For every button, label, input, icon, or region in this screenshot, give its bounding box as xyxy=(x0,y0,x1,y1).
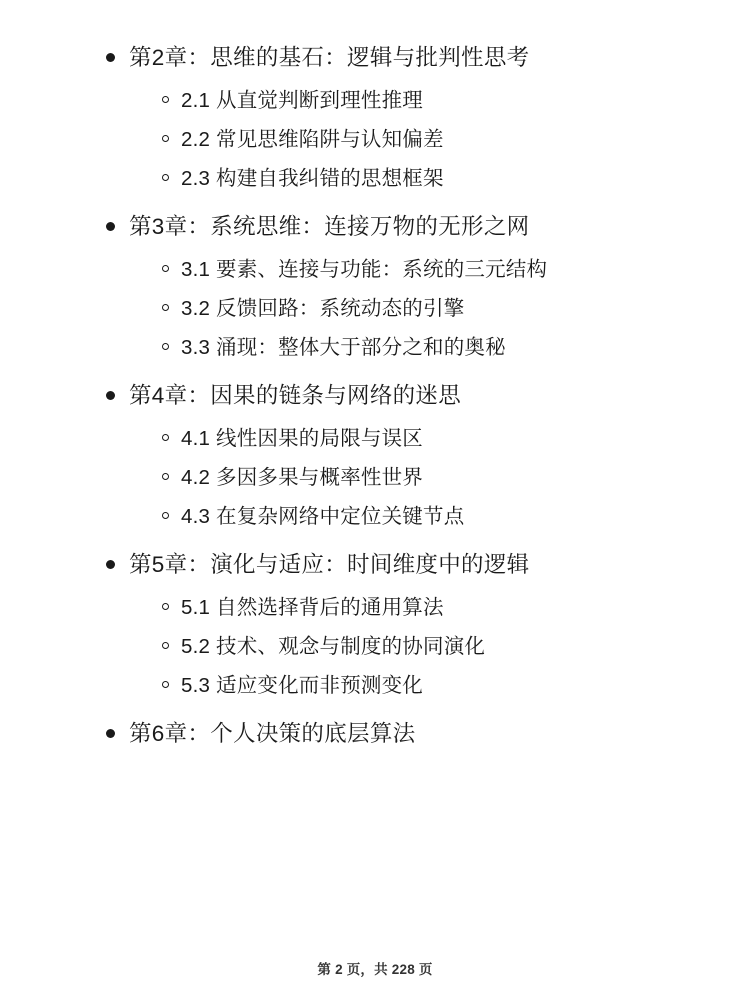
hollow-bullet-icon xyxy=(162,174,169,181)
toc-section-line[interactable] xyxy=(44,292,706,325)
toc-section-line[interactable] xyxy=(44,669,706,702)
hollow-bullet-icon xyxy=(162,96,169,103)
toc-section-label: 3.3 涌现：整体大于部分之和的奥秘 xyxy=(181,336,506,359)
toc-section-label: 3.2 反馈回路：系统动态的引擎 xyxy=(181,297,465,320)
toc-chapter-label: 第5章：演化与适应：时间维度中的逻辑 xyxy=(129,552,530,577)
toc-section-label: 5.3 适应变化而非预测变化 xyxy=(181,674,423,697)
toc-section-line[interactable] xyxy=(44,500,706,533)
toc-chapter-label: 第4章：因果的链条与网络的迷思 xyxy=(129,383,462,408)
toc-section-line[interactable] xyxy=(44,630,706,663)
hollow-bullet-icon xyxy=(162,434,169,441)
toc-chapter-line[interactable] xyxy=(44,209,706,245)
toc-chapter xyxy=(44,716,706,752)
toc-chapter xyxy=(44,209,706,364)
hollow-bullet-icon xyxy=(162,603,169,610)
toc-chapter-label: 第3章：系统思维：连接万物的无形之网 xyxy=(129,214,530,239)
toc-chapter-line[interactable] xyxy=(44,547,706,583)
hollow-bullet-icon xyxy=(162,343,169,350)
toc-section-label: 4.3 在复杂网络中定位关键节点 xyxy=(181,505,465,528)
toc-chapter-label: 第2章：思维的基石：逻辑与批判性思考 xyxy=(129,45,530,70)
toc-section-label: 2.2 常见思维陷阱与认知偏差 xyxy=(181,128,444,151)
toc-chapter-label: 第6章：个人决策的底层算法 xyxy=(129,721,416,746)
hollow-bullet-icon xyxy=(162,681,169,688)
toc-section-line[interactable] xyxy=(44,123,706,156)
toc-section-label: 2.1 从直觉判断到理性推理 xyxy=(181,89,423,112)
toc-chapter xyxy=(44,378,706,533)
hollow-bullet-icon xyxy=(162,265,169,272)
toc-section-label: 4.1 线性因果的局限与误区 xyxy=(181,427,423,450)
filled-bullet-icon xyxy=(106,391,115,400)
toc-section-label: 4.2 多因多果与概率性世界 xyxy=(181,466,423,489)
toc-chapter xyxy=(44,547,706,702)
toc-section-label: 5.1 自然选择背后的通用算法 xyxy=(181,596,444,619)
toc-section-list xyxy=(44,84,706,195)
toc-section-list xyxy=(44,591,706,702)
hollow-bullet-icon xyxy=(162,135,169,142)
toc-section-line[interactable] xyxy=(44,84,706,117)
filled-bullet-icon xyxy=(106,729,115,738)
hollow-bullet-icon xyxy=(162,473,169,480)
page-footer: 第 2 页，共 228 页 xyxy=(317,962,433,977)
toc-chapter-line[interactable] xyxy=(44,378,706,414)
toc-section-list xyxy=(44,253,706,364)
toc-section-line[interactable] xyxy=(44,162,706,195)
toc-section-line[interactable] xyxy=(44,461,706,494)
hollow-bullet-icon xyxy=(162,304,169,311)
toc-section-line[interactable] xyxy=(44,591,706,624)
toc-chapter-line[interactable] xyxy=(44,40,706,76)
toc-section-line[interactable] xyxy=(44,422,706,455)
toc-chapter xyxy=(44,40,706,195)
filled-bullet-icon xyxy=(106,560,115,569)
filled-bullet-icon xyxy=(106,53,115,62)
toc-section-label: 2.3 构建自我纠错的思想框架 xyxy=(181,167,444,190)
table-of-contents xyxy=(44,40,706,752)
toc-chapter-line[interactable] xyxy=(44,716,706,752)
toc-section-line[interactable] xyxy=(44,253,706,286)
toc-section-line[interactable] xyxy=(44,331,706,364)
hollow-bullet-icon xyxy=(162,642,169,649)
hollow-bullet-icon xyxy=(162,512,169,519)
toc-section-label: 5.2 技术、观念与制度的协同演化 xyxy=(181,635,486,658)
filled-bullet-icon xyxy=(106,222,115,231)
toc-section-label: 3.1 要素、连接与功能：系统的三元结构 xyxy=(181,258,548,281)
toc-section-list xyxy=(44,422,706,533)
